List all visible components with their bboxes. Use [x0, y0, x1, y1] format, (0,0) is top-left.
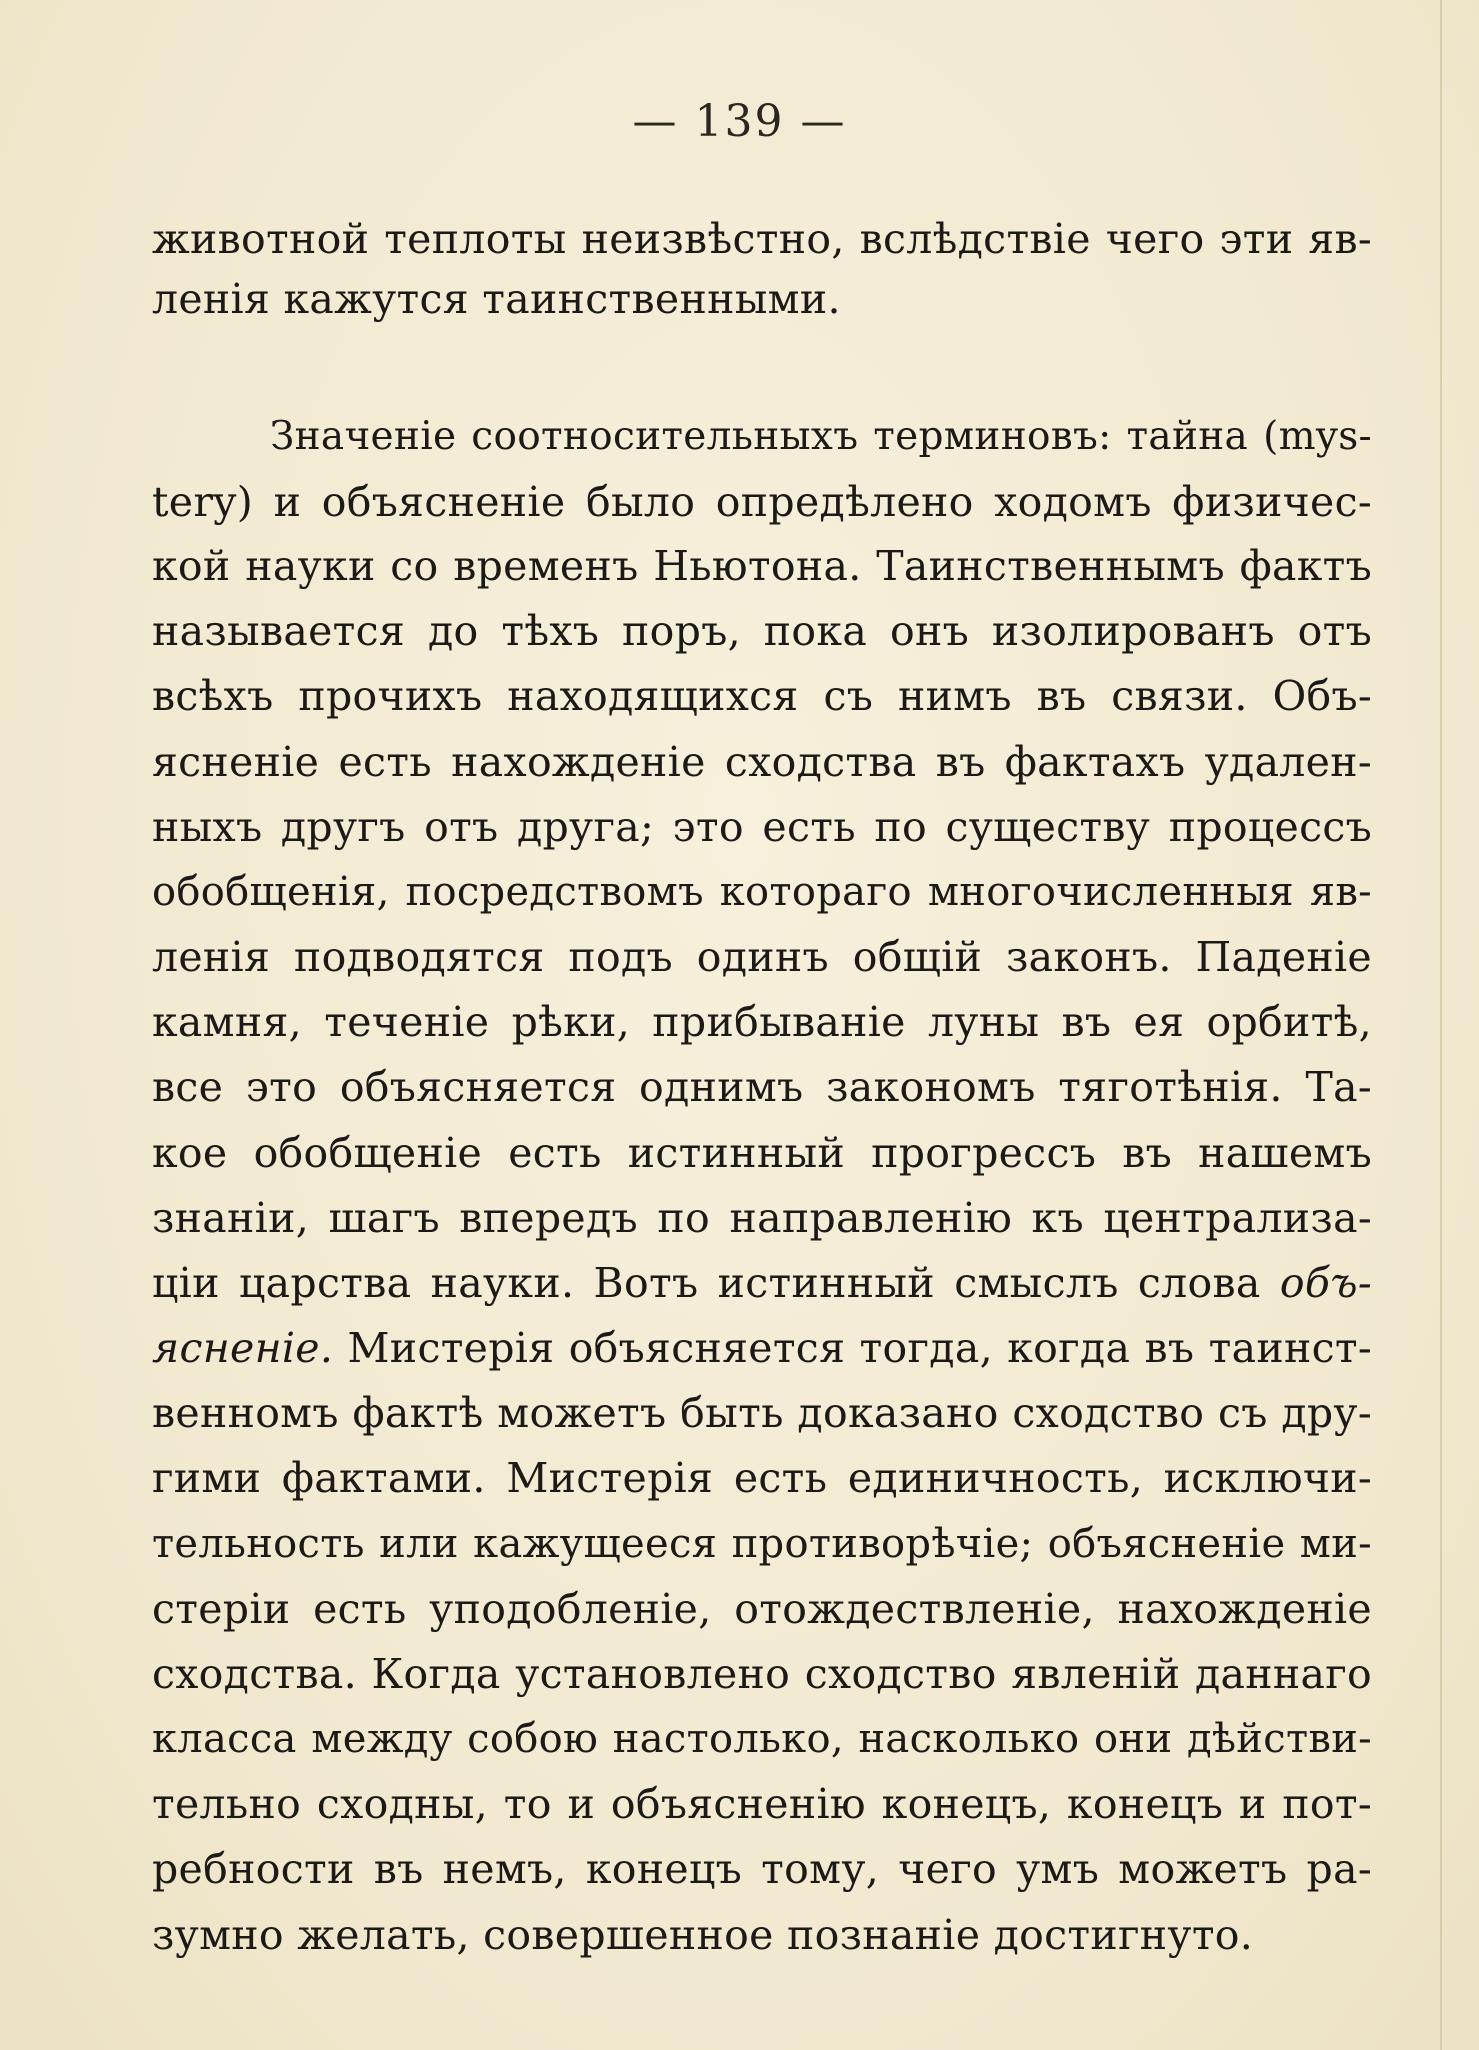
text-line: стеріи есть уподобленіе, отождествленіе, нахожденіе: [152, 1585, 1372, 1633]
text-line: всѣхъ прочихъ находящихся съ нимъ въ связи. Объ-: [152, 672, 1372, 720]
text-line: называется до тѣхъ поръ, пока онъ изолированъ отъ: [152, 607, 1372, 655]
text-line: венномъ фактѣ можетъ быть доказано сходство съ дру-: [152, 1389, 1372, 1437]
text-line: тельность или кажущееся противорѣчіе; объясненіе ми-: [152, 1521, 1372, 1567]
text-line: tery) и объясненіе было опредѣлено ходомъ физичес-: [152, 478, 1372, 526]
text-line-part: Мистерія объясняется тогда, когда въ таинст-: [347, 1324, 1372, 1372]
text-line-with-italic: [152, 1323, 1372, 1375]
text-line: ребности въ немъ, конецъ тому, чего умъ можетъ ра-: [152, 1845, 1372, 1893]
text-line: зумно желать, совершенное познаніе достигнуто.: [152, 1911, 1254, 1959]
text-line: ленія кажутся таинственными.: [152, 275, 841, 323]
text-line: тельно сходны, то и объясненію конецъ, конецъ и пот-: [152, 1780, 1372, 1828]
text-line: ныхъ другъ отъ друга; это есть по существу процессъ: [152, 803, 1372, 851]
text-line: все это объясняется однимъ закономъ тяготѣнія. Та-: [152, 1063, 1372, 1111]
italic-word: объ-: [1279, 1259, 1372, 1307]
text-line: обобщенія, посредствомъ котораго многочисленныя яв-: [152, 869, 1372, 915]
text-line-part: ціи царства науки. Вотъ истинный смыслъ слова: [152, 1259, 1261, 1307]
text-line: сходства. Когда установлено сходство явленій даннаго: [152, 1650, 1372, 1698]
paragraph-first-line: Значеніе соотносительныхъ терминовъ: тайна (mys-: [270, 414, 1372, 459]
page-number: — 139 —: [632, 96, 847, 147]
text-line: гими фактами. Мистерія есть единичность, исключи-: [152, 1454, 1372, 1502]
text-line: камня, теченіе рѣки, прибываніе луны въ ея орбитѣ,: [152, 998, 1372, 1046]
text-line: ленія подводятся подъ одинъ общій законъ. Паденіе: [152, 933, 1372, 981]
text-line: кой науки со временъ Ньютона. Таинственнымъ фактъ: [152, 542, 1372, 590]
text-line: ясненіе есть нахожденіе сходства въ фактахъ удален-: [152, 738, 1372, 786]
text-line: кое обобщеніе есть истинный прогрессъ въ нашемъ: [152, 1129, 1372, 1177]
text-line: класса между собою настолько, насколько они дѣйстви-: [152, 1716, 1372, 1762]
italic-word: ясненіе.: [152, 1324, 334, 1372]
text-line: животной теплоты неизвѣстно, вслѣдствіе чего эти яв-: [152, 215, 1372, 263]
text-line-with-italic: [152, 1258, 1372, 1310]
page-edge-divider: [1440, 0, 1442, 2050]
text-line: знаніи, шагъ впередъ по направленію къ централиза-: [152, 1194, 1372, 1242]
